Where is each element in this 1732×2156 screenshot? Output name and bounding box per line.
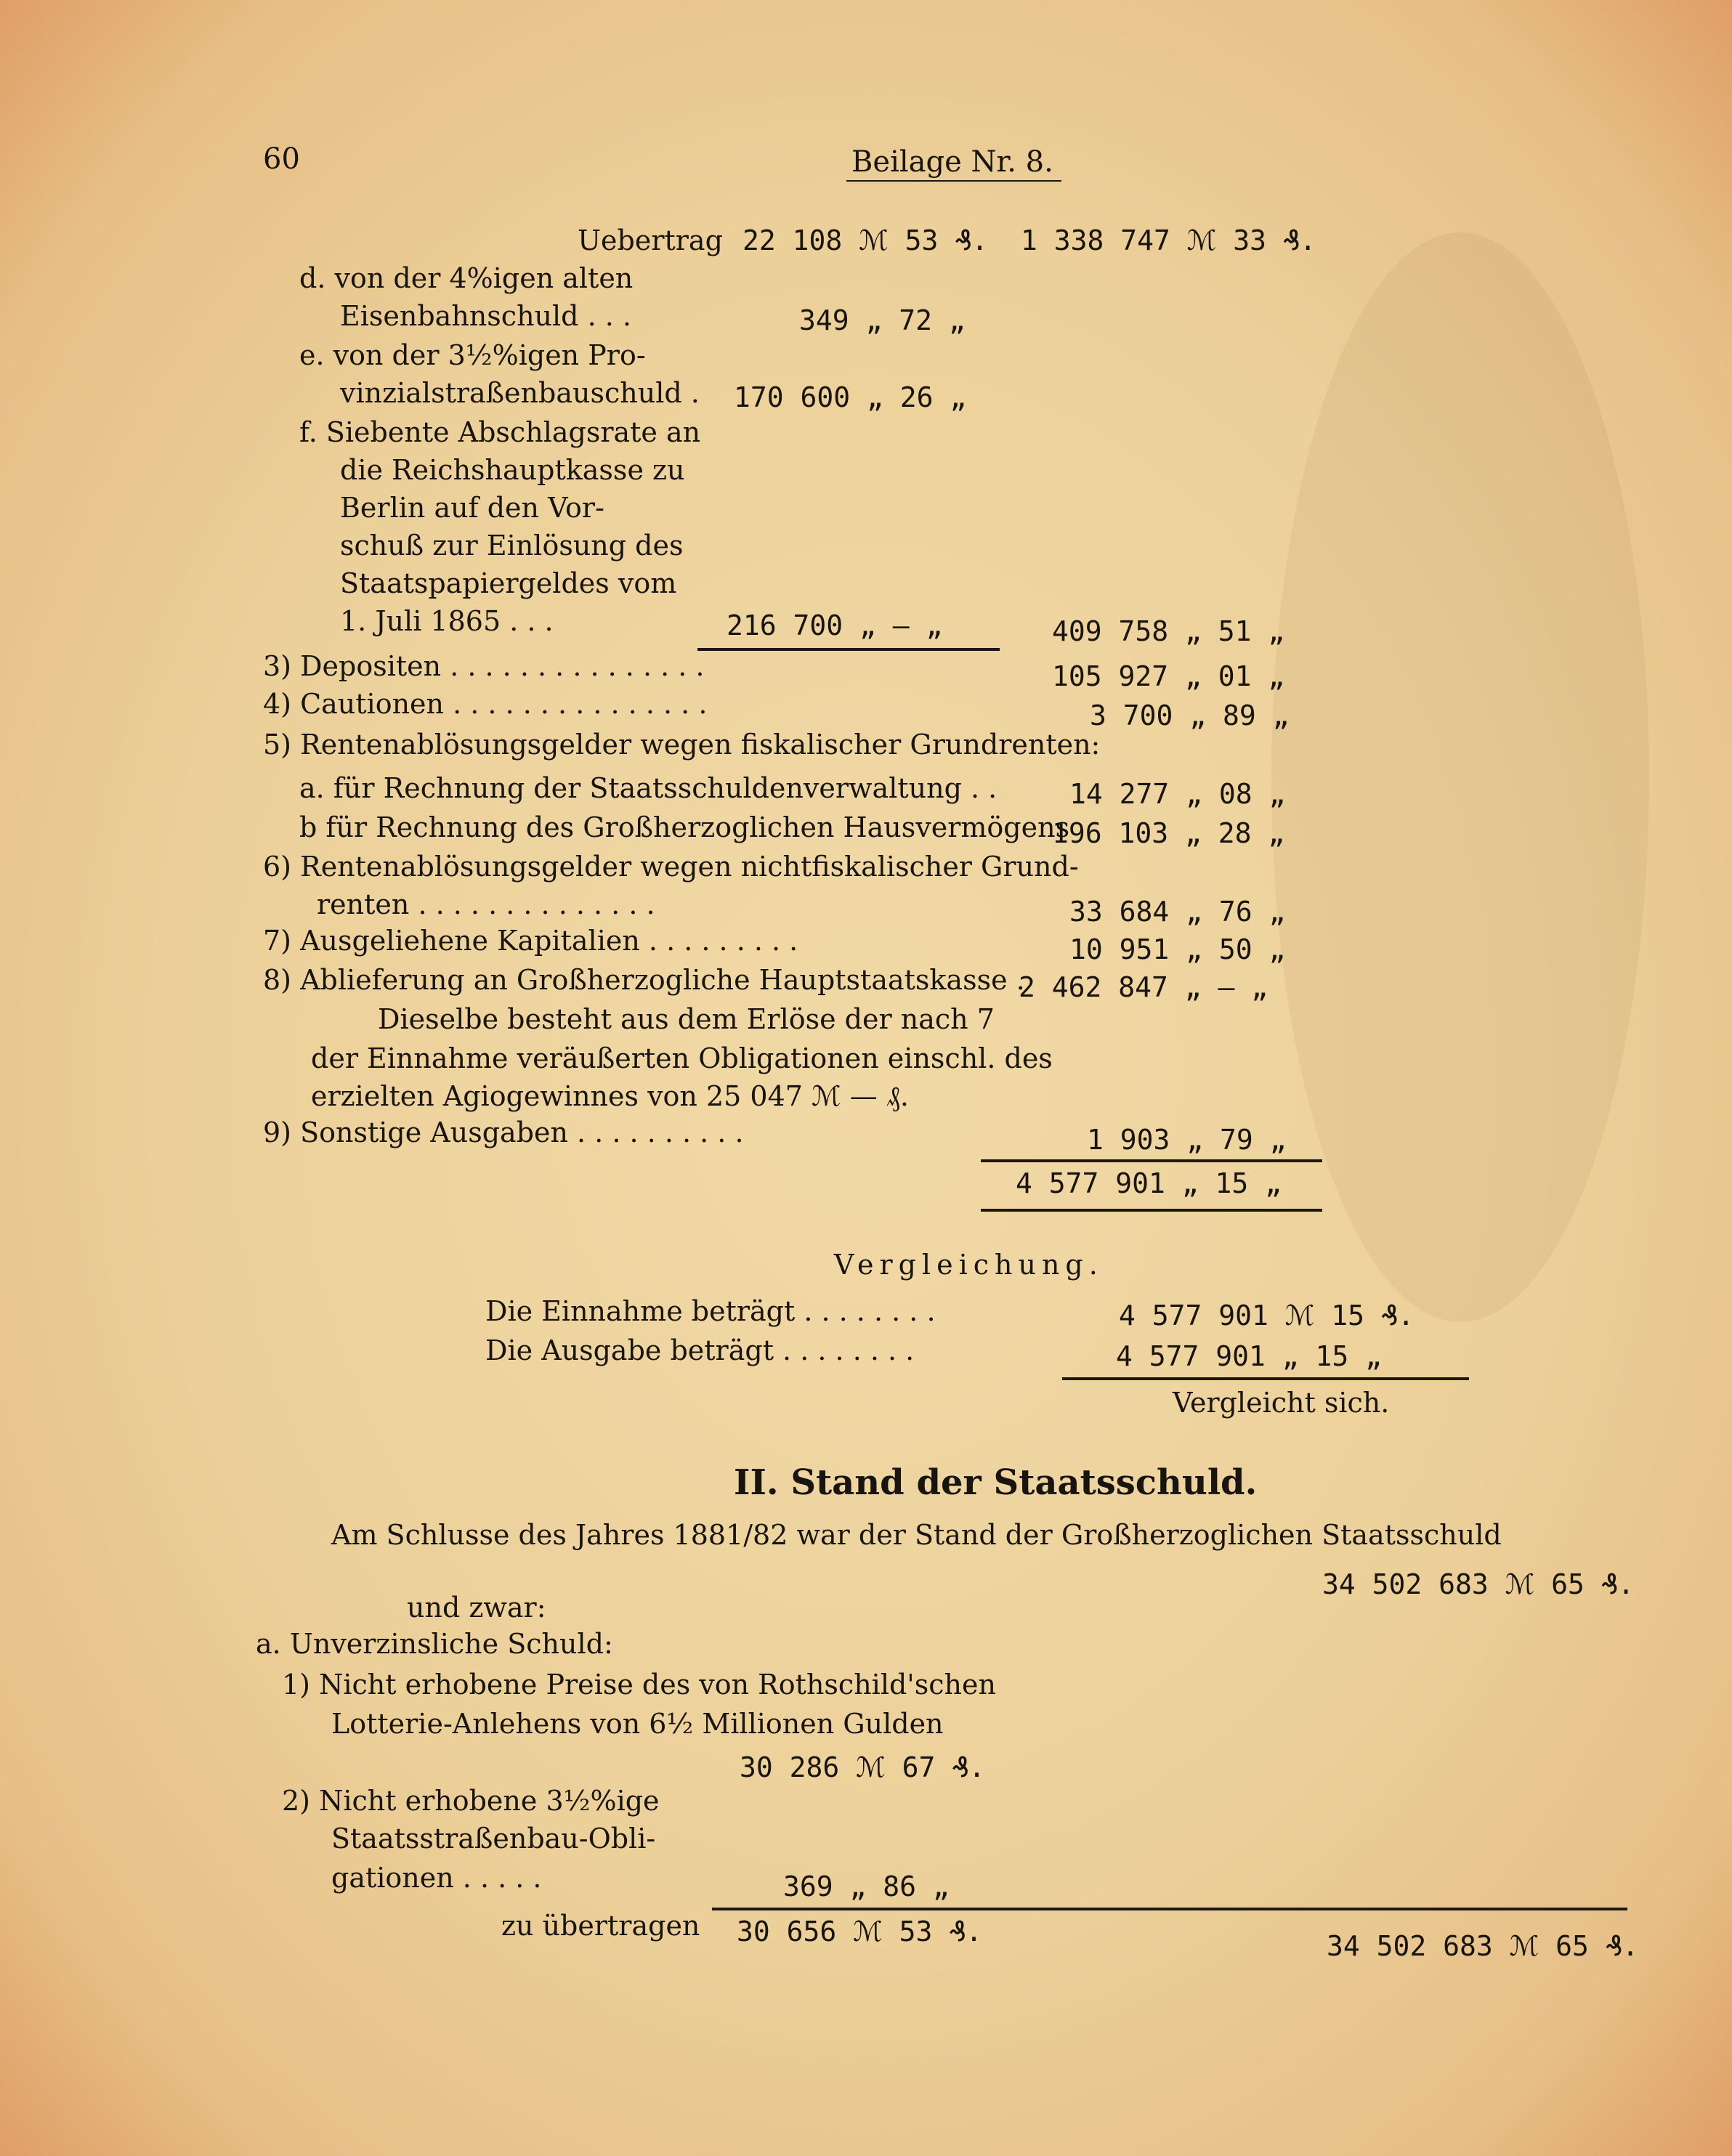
section-a-heading: a. Unverzinsliche Schuld: (256, 1628, 613, 1660)
title-underline (846, 180, 1061, 182)
item-f-line3: Berlin auf den Vor- (340, 492, 604, 524)
carry-col2: 1 338 747 ℳ 33 ₰. (1021, 224, 1316, 256)
row-3-amount: 105 927 „ 01 „ (1052, 660, 1285, 692)
row-4-label: 4) Cautionen . . . . . . . . . . . . . . . (263, 688, 708, 720)
item-d-line2: Eisenbahnschuld . . . (340, 300, 631, 332)
row-6-label-cont: renten . . . . . . . . . . . . . . (317, 888, 655, 920)
item-d-amount: 349 „ 72 „ (799, 304, 966, 336)
item-e-line2: vinzialstraßenbauschuld . (340, 377, 700, 409)
carry-forward-amount: 30 656 ℳ 53 ₰. (737, 1916, 983, 1948)
item-e-amount: 170 600 „ 26 „ (734, 381, 967, 413)
item-f-line6: 1. Juli 1865 . . . (340, 605, 554, 637)
debt-item1-amount: 30 286 ℳ 67 ₰. (740, 1751, 986, 1783)
comparison-income-label: Die Einnahme beträgt . . . . . . . . (485, 1295, 936, 1327)
row-5b-amount: 196 103 „ 28 „ (1052, 817, 1285, 849)
comparison-heading: Vergleichung. (834, 1249, 1104, 1281)
row-3-label: 3) Depositen . . . . . . . . . . . . . . . (263, 650, 705, 682)
row-5-label: 5) Rentenablösungsgelder wegen fiskalischer Grundrenten: (263, 729, 1101, 761)
comparison-expense-label: Die Ausgabe beträgt . . . . . . . . (485, 1334, 915, 1366)
row-5a-amount: 14 277 „ 08 „ (1069, 778, 1286, 810)
und-zwar: und zwar: (407, 1592, 546, 1624)
row-4-amount: 3 700 „ 89 „ (1090, 700, 1290, 732)
section-title: II. Stand der Staatsschuld. (734, 1462, 1258, 1503)
debt-item2-amount: 369 „ 86 „ (783, 1871, 950, 1902)
total-rule-bottom (981, 1209, 1322, 1212)
row-9-label: 9) Sonstige Ausgaben . . . . . . . . . . (263, 1116, 744, 1148)
row-7-label: 7) Ausgeliehene Kapitalien . . . . . . . . . (263, 925, 798, 957)
item-e-line1: e. von der 3½%igen Pro- (299, 339, 646, 371)
comparison-income-amount: 4 577 901 ℳ 15 ₰. (1119, 1300, 1415, 1332)
debt-item1-line1: 1) Nicht erhobene Preise des von Rothschild'schen (282, 1669, 996, 1701)
item-f-line1: f. Siebente Abschlagsrate an (299, 416, 701, 448)
grand-total: 4 577 901 „ 15 „ (1016, 1167, 1282, 1199)
item-f-amount: 216 700 „ — „ (727, 609, 943, 641)
row-6-label: 6) Rentenablösungsgelder wegen nichtfiskalischer Grund- (263, 851, 1079, 883)
carry-forward-rule (712, 1908, 1627, 1910)
debt-intro: Am Schlusse des Jahres 1881/82 war der Stand der Großherzoglichen Staatsschuld (331, 1519, 1502, 1551)
row-5b-label: b für Rechnung des Großherzoglichen Hausvermögens (299, 811, 1070, 843)
debt-item2-line3: gationen . . . . . (331, 1862, 542, 1894)
debt-item2-line2: Staatsstraßenbau-Obli- (331, 1823, 656, 1855)
page-title: Beilage Nr. 8. (851, 145, 1053, 179)
debt-total: 34 502 683 ℳ 65 ₰. (1322, 1568, 1635, 1600)
item-f-line5: Staatspapiergeldes vom (340, 567, 677, 599)
comparison-rule (1062, 1377, 1469, 1380)
item-d-line1: d. von der 4%igen alten (299, 262, 634, 294)
row-8-label: 8) Ablieferung an Großherzogliche Hauptstaatskasse . (263, 964, 1025, 996)
carry-forward-label: zu übertragen (501, 1910, 700, 1942)
bleed-through-stain (1271, 232, 1649, 1322)
item-f-total: 409 758 „ 51 „ (1052, 615, 1285, 647)
carry-label: Uebertrag (578, 224, 723, 256)
item-f-line2: die Reichshauptkasse zu (340, 454, 685, 486)
total-rule-top (981, 1159, 1322, 1162)
item-f-line4: schuß zur Einlösung des (340, 530, 684, 562)
note-line3: erzielten Agiogewinnes von 25 047 ℳ — ₰. (311, 1080, 909, 1112)
row-6-amount: 33 684 „ 76 „ (1069, 896, 1286, 928)
row-9-amount: 1 903 „ 79 „ (1087, 1124, 1287, 1156)
carry-forward-total: 34 502 683 ℳ 65 ₰. (1327, 1930, 1639, 1962)
carry-col1: 22 108 ℳ 53 ₰. (742, 224, 989, 256)
comparison-result: Vergleicht sich. (1173, 1387, 1390, 1419)
subtotal-rule (697, 648, 1000, 651)
note-line2: der Einnahme veräußerten Obligationen einschl. des (311, 1042, 1053, 1074)
row-5a-label: a. für Rechnung der Staatsschuldenverwaltung . . (299, 772, 997, 804)
row-8-amount: 2 462 847 „ — „ (1019, 971, 1268, 1003)
page-number: 60 (263, 142, 300, 176)
comparison-expense-amount: 4 577 901 „ 15 „ (1116, 1340, 1383, 1372)
note-line1: Dieselbe besteht aus dem Erlöse der nach 7 (378, 1003, 995, 1035)
debt-item2-line1: 2) Nicht erhobene 3½%ige (282, 1785, 660, 1817)
debt-item1-line2: Lotterie-Anlehens von 6½ Millionen Gulden (331, 1708, 944, 1740)
row-7-amount: 10 951 „ 50 „ (1069, 933, 1286, 965)
